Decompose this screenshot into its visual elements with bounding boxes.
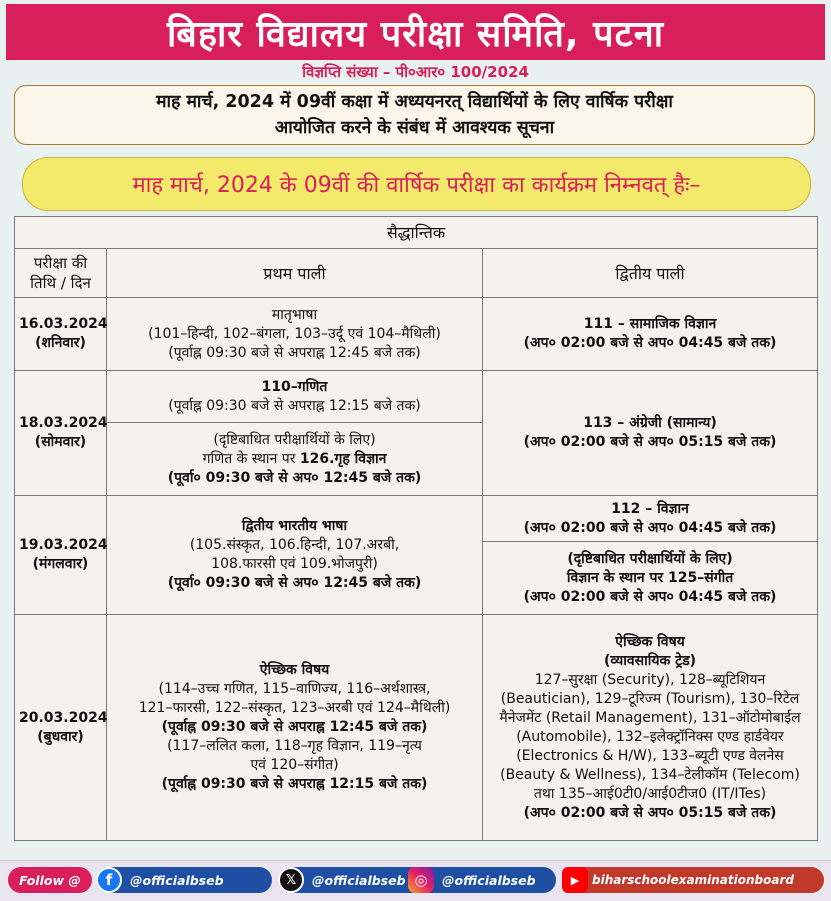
alt-subject: विज्ञान के स्थान पर 125–संगीत [566,569,734,586]
subject-detail: तथा 135–आई0टी0/आई0टीज0 (IT/ITes) [533,785,767,802]
subject-name: ऐच्छिक विषय [615,633,685,650]
x-icon: 𝕏 [278,867,304,893]
date-value: 18.03.2024 [19,415,108,431]
youtube-link[interactable] [562,867,824,893]
col-header-second-shift: द्वितीय पाली [483,249,818,298]
subject-name: 111 – सामाजिक विज्ञान [583,316,717,332]
first-shift-cell [107,371,483,423]
youtube-handle: biharschoolexaminationboard [592,873,794,887]
subject-detail: (Electronics & H/W), 133–ब्यूटी एण्ड वेलनेस [516,747,784,764]
second-shift-cell [483,496,818,542]
exam-time: (अप० 02:00 बजे से अप० 04:45 बजे तक) [523,519,777,536]
table-row [15,496,818,542]
col-header-date [15,249,107,298]
second-shift-cell [483,298,818,371]
exam-time: (अप० 02:00 बजे से अप० 04:45 बजे तक) [523,588,777,605]
page-title: बिहार विद्यालय परीक्षा समिति, पटना [166,13,665,55]
subject-detail: (114–उच्च गणित, 115–वाणिज्य, 116–अर्थशास्त्र, [158,681,431,697]
subject-name: मातृभाषा [271,306,318,323]
table-header-row [15,249,818,298]
exam-time: (पूर्वाह्न 09:30 बजे से अपराह्न 12:45 बजे तक) [168,344,421,361]
alt-subject-prefix: गणित के स्थान पर [202,450,300,467]
facebook-icon: f [96,867,122,893]
notice-number: विज्ञप्ति संख्या – पी०आर० 100/2024 [302,63,529,81]
table-row [15,615,818,841]
instagram-handle: @officialbseb [442,872,536,888]
subject-detail: (Automobile), 132–इलेक्ट्रॉनिक्स एण्ड हार्डवेयर [516,728,784,745]
date-cell [15,615,107,841]
exam-time: (पूर्वा० 09:30 बजे से अप० 12:45 बजे तक) [167,469,422,486]
date-value: 20.03.2024 [19,709,108,726]
subject-detail: (101–हिन्दी, 102–बंगला, 103–उर्दू एवं 104–मैथिली) [148,325,441,342]
exam-time: (पूर्वाह्न 09:30 बजे से अपराह्न 12:15 बजे तक) [161,776,428,792]
alt-note: (दृष्टिबाधित परीक्षार्थियों के लिए) [567,550,733,567]
table-row [15,371,818,423]
exam-time: (पूर्वाह्न 09:30 बजे से अपराह्न 12:15 बजे तक) [168,397,421,414]
subject-detail: (117–ललित कला, 118–गृह विज्ञान, 119–नृत्य [167,738,422,754]
day-value: (बुधवार) [37,728,84,745]
subject-subtitle: (व्यावसायिक ट्रेड) [603,652,697,669]
subject-name: 112 – विज्ञान [611,500,689,517]
day-value: (मंगलवार) [32,556,89,572]
first-shift-cell [107,496,483,615]
first-shift-cell [107,298,483,371]
date-value: 19.03.2024 [19,537,108,553]
date-cell [15,496,107,615]
date-cell [15,298,107,371]
first-shift-alt-cell [107,423,483,496]
alt-subject-name: 126.गृह विज्ञान [299,450,387,467]
subject-box [14,85,815,145]
subject-detail: (105.संस्कृत, 106.हिन्दी, 107.अरबी, [189,537,400,553]
subject-name: 110–गणित [261,378,328,395]
date-cell [15,371,107,496]
subject-name: ऐच्छिक विषय [259,662,330,678]
facebook-link[interactable] [96,867,272,893]
day-value: (शनिवार) [35,335,86,351]
exam-time: (पूर्वा० 09:30 बजे से अप० 12:45 बजे तक) [167,575,422,591]
second-shift-alt-cell [483,542,818,615]
section-title: सैद्धान्तिक [15,217,818,249]
first-shift-cell [107,615,483,841]
subject-detail: एवं 120–संगीत) [250,757,339,773]
exam-time: (पूर्वाह्न 09:30 बजे से अपराह्न 12:45 बजे तक) [161,719,428,735]
youtube-icon: ▶ [562,867,588,893]
date-value: 16.03.2024 [19,316,108,332]
facebook-handle: @officialbseb [130,872,224,888]
subject-line-1: माह मार्च, 2024 में 09वीं कक्षा में अध्ययनरत् विद्यार्थियों के लिए वार्षिक परीक्षा [156,92,673,112]
follow-label: Follow @ [19,872,81,888]
col-header-date-line1: परीक्षा की [33,254,88,272]
exam-time: (अप० 02:00 बजे से अप० 05:15 बजे तक) [523,434,777,450]
subject-detail: मैनेजमेंट (Retail Management), 131–ऑटोमोबाईल [499,709,801,726]
col-header-date-line2: तिथि / दिन [30,274,91,292]
second-shift-cell [483,371,818,496]
instagram-icon: ◎ [408,867,434,893]
header-banner [6,4,825,60]
day-value: (सोमवार) [34,434,87,450]
subject-detail: 121–फारसी, 122–संस्कृत, 123–अरबी एवं 124–मैथिली) [138,700,451,716]
subject-detail: (Beautician), 129–टूरिज्म (Tourism), 130–रिटेल [500,690,800,707]
exam-time: (अप० 02:00 बजे से अप० 05:15 बजे तक) [523,804,777,821]
exam-schedule-table [14,216,818,841]
table-title-row [15,217,818,249]
subject-detail: 127–सुरक्षा (Security), 128–ब्यूटिशियन [534,671,766,688]
col-header-first-shift: प्रथम पाली [107,249,483,298]
subject-detail: (Beauty & Wellness), 134–टेलीकॉम (Telecom) [500,766,800,783]
table-row [15,298,818,371]
social-footer [0,860,831,901]
alt-subject [111,450,478,469]
program-title: माह मार्च, 2024 के 09वीं की वार्षिक परीक्षा का कार्यक्रम निम्नवत् हैः– [22,157,811,211]
subject-line-2: आयोजित करने के संबंध में आवश्यक सूचना [274,118,555,138]
subject-detail: 108.फारसी एवं 109.भोजपुरी) [211,556,378,572]
exam-time: (अप० 02:00 बजे से अप० 04:45 बजे तक) [523,335,777,351]
follow-badge [8,867,92,893]
instagram-link[interactable] [408,867,556,893]
alt-note: (दृष्टिबाधित परीक्षार्थियों के लिए) [213,431,376,448]
second-shift-cell [483,615,818,841]
subject-name: 113 – अंग्रेजी (सामान्य) [583,415,717,431]
subject-name: द्वितीय भारतीय भाषा [241,518,348,534]
x-handle: @officialbseb [312,872,406,888]
